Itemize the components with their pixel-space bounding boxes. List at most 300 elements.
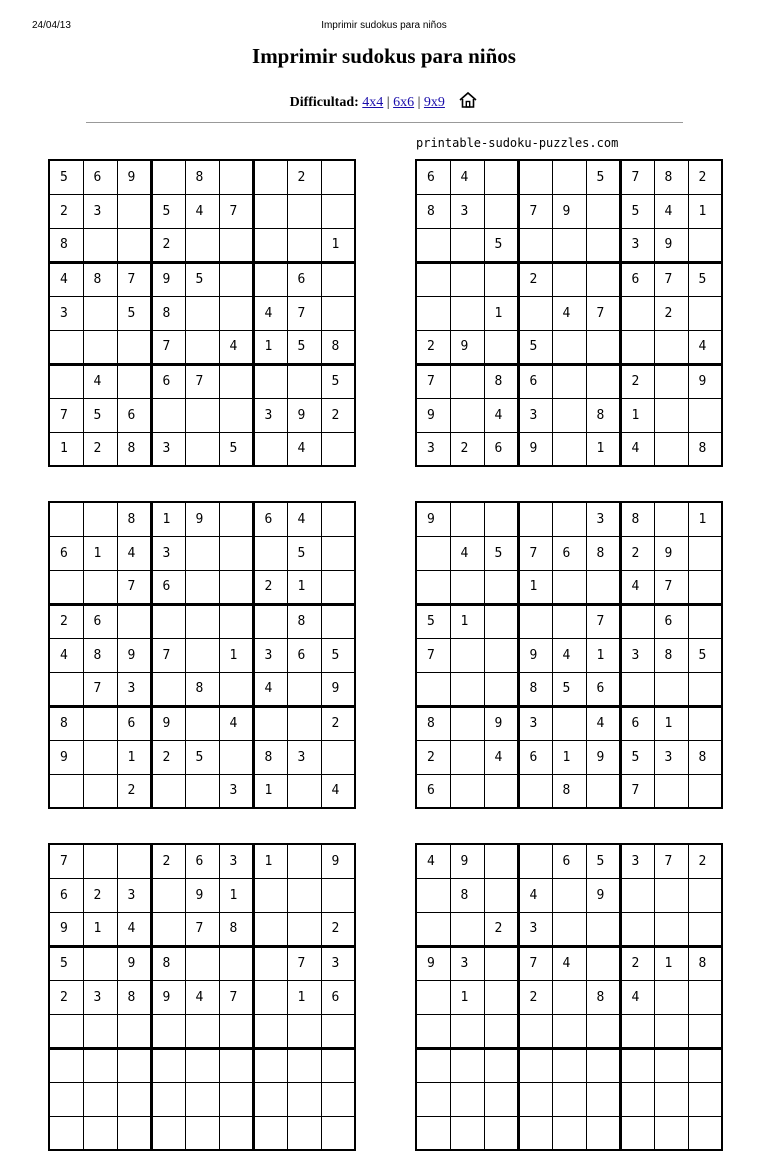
- grid-cell: [688, 604, 722, 638]
- grid-cell: 9: [654, 228, 688, 262]
- grid-cell: 6: [654, 604, 688, 638]
- grid-cell: 2: [83, 878, 117, 912]
- grid-cell: 5: [586, 160, 620, 194]
- grid-row: [49, 160, 355, 194]
- grid-cell: [586, 228, 620, 262]
- print-header-title: Imprimir sudokus para niños: [321, 20, 447, 31]
- grid-cell: 8: [49, 228, 83, 262]
- grid-cell: [253, 536, 287, 570]
- grid-cell: [83, 844, 117, 878]
- grid-cell: 5: [117, 296, 151, 330]
- grid-cell: 2: [151, 844, 185, 878]
- grid-cell: [518, 296, 552, 330]
- grid-cell: [117, 1014, 151, 1048]
- grid-cell: [185, 536, 219, 570]
- grid-cell: [552, 1014, 586, 1048]
- grid-cell: [416, 536, 450, 570]
- grid-cell: 6: [185, 844, 219, 878]
- grid-cell: 4: [586, 706, 620, 740]
- grid-cell: [151, 398, 185, 432]
- grid-cell: [688, 296, 722, 330]
- grid-cell: 9: [117, 160, 151, 194]
- grid-cell: 7: [49, 398, 83, 432]
- grid-cell: 5: [287, 536, 321, 570]
- sudoku-grid: [48, 159, 356, 467]
- grid-cell: 9: [688, 364, 722, 398]
- grid-cell: [484, 330, 518, 364]
- grid-row: [49, 262, 355, 296]
- grid-cell: [484, 844, 518, 878]
- grid-cell: [253, 980, 287, 1014]
- grid-cell: 1: [450, 980, 484, 1014]
- grid-row: [49, 570, 355, 604]
- grid-cell: 3: [450, 946, 484, 980]
- grid-row: [49, 296, 355, 330]
- grid-cell: 9: [518, 638, 552, 672]
- grid-cell: [185, 706, 219, 740]
- grid-cell: [83, 296, 117, 330]
- grid-cell: 2: [416, 740, 450, 774]
- grid-cell: 8: [620, 502, 654, 536]
- grid-cell: 4: [654, 194, 688, 228]
- grid-cell: 3: [117, 672, 151, 706]
- grid-cell: 6: [287, 638, 321, 672]
- grid-cell: 2: [518, 980, 552, 1014]
- grid-cell: [654, 672, 688, 706]
- grid-cell: [552, 878, 586, 912]
- grid-cell: [484, 1116, 518, 1150]
- sudoku-grid: [48, 843, 356, 1151]
- grid-cell: [552, 912, 586, 946]
- grid-cell: [253, 912, 287, 946]
- grid-row: [49, 1048, 355, 1082]
- grid-cell: 7: [185, 912, 219, 946]
- grid-cell: 8: [83, 262, 117, 296]
- grid-row: [416, 740, 722, 774]
- grid-cell: [484, 946, 518, 980]
- grid-cell: 9: [586, 878, 620, 912]
- grid-row: [416, 228, 722, 262]
- grid-cell: 7: [83, 672, 117, 706]
- grid-cell: 2: [518, 262, 552, 296]
- grid-cell: 7: [586, 604, 620, 638]
- grid-cell: [654, 432, 688, 466]
- grid-cell: [620, 878, 654, 912]
- grid-cell: 8: [518, 672, 552, 706]
- grid-row: [416, 706, 722, 740]
- grid-cell: 9: [49, 740, 83, 774]
- grid-cell: [552, 1116, 586, 1150]
- grid-cell: 2: [83, 432, 117, 466]
- link-9x9[interactable]: 9x9: [423, 95, 445, 110]
- grid-cell: 9: [552, 194, 586, 228]
- grid-cell: 8: [450, 878, 484, 912]
- grid-row: [416, 262, 722, 296]
- grid-cell: [518, 1082, 552, 1116]
- grid-row: [49, 706, 355, 740]
- grid-cell: [484, 878, 518, 912]
- difficulty-label: Difficultad:: [289, 95, 359, 110]
- grid-cell: 7: [49, 844, 83, 878]
- grid-cell: [253, 262, 287, 296]
- grid-cell: 1: [518, 570, 552, 604]
- grid-cell: [518, 844, 552, 878]
- grid-cell: 1: [450, 604, 484, 638]
- grid-cell: [586, 912, 620, 946]
- grid-cell: 4: [552, 296, 586, 330]
- grid-cell: 9: [450, 330, 484, 364]
- grid-cell: [219, 1048, 253, 1082]
- grid-cell: 2: [688, 844, 722, 878]
- grid-cell: [49, 774, 83, 808]
- grid-cell: 7: [654, 262, 688, 296]
- grid-cell: [552, 706, 586, 740]
- grid-cell: [49, 1116, 83, 1150]
- grid-cell: 5: [321, 638, 355, 672]
- home-icon[interactable]: [458, 91, 478, 109]
- grid-cell: [49, 364, 83, 398]
- grid-cell: [83, 740, 117, 774]
- grid-cell: 2: [416, 330, 450, 364]
- grid-cell: [321, 194, 355, 228]
- grid-cell: [219, 502, 253, 536]
- grid-cell: [151, 604, 185, 638]
- grid-cell: 8: [688, 946, 722, 980]
- grid-cell: 3: [450, 194, 484, 228]
- grid-cell: [83, 228, 117, 262]
- grid-cell: 9: [117, 638, 151, 672]
- grid-cell: 4: [287, 502, 321, 536]
- grid-cell: 4: [185, 980, 219, 1014]
- grid-cell: 6: [586, 672, 620, 706]
- grid-cell: [450, 296, 484, 330]
- grid-cell: [49, 570, 83, 604]
- grid-cell: 5: [49, 160, 83, 194]
- grid-cell: 8: [151, 296, 185, 330]
- grid-cell: [185, 330, 219, 364]
- grid-cell: 6: [552, 844, 586, 878]
- grid-cell: [287, 774, 321, 808]
- grid-cell: 5: [518, 330, 552, 364]
- grid-cell: 7: [654, 844, 688, 878]
- grid-cell: 6: [552, 536, 586, 570]
- grid-cell: [151, 1082, 185, 1116]
- grid-row: [49, 502, 355, 536]
- grid-cell: [518, 1116, 552, 1150]
- grid-cell: [253, 194, 287, 228]
- grid-cell: 6: [83, 604, 117, 638]
- grid-cell: 2: [321, 706, 355, 740]
- grid-row: [416, 330, 722, 364]
- grid-cell: 8: [117, 980, 151, 1014]
- grid-cell: 4: [185, 194, 219, 228]
- grid-row: [49, 878, 355, 912]
- grid-cell: 4: [287, 432, 321, 466]
- grid-cell: 7: [219, 980, 253, 1014]
- grid-cell: 2: [253, 570, 287, 604]
- grid-cell: [688, 228, 722, 262]
- grid-cell: 5: [484, 536, 518, 570]
- grid-cell: 3: [253, 398, 287, 432]
- grid-row: [416, 364, 722, 398]
- grid-cell: [151, 1014, 185, 1048]
- grid-cell: [484, 570, 518, 604]
- grid-cell: [518, 1048, 552, 1082]
- grid-cell: 2: [620, 946, 654, 980]
- grid-cell: [688, 536, 722, 570]
- grid-cell: [518, 228, 552, 262]
- grid-cell: 7: [518, 194, 552, 228]
- grid-cell: 6: [416, 160, 450, 194]
- grid-cell: [287, 672, 321, 706]
- grid-cell: [654, 364, 688, 398]
- grid-cell: 2: [151, 740, 185, 774]
- grid-cell: [83, 1116, 117, 1150]
- grid-cell: 5: [321, 364, 355, 398]
- grid-cell: [586, 1014, 620, 1048]
- grid-cell: [219, 672, 253, 706]
- grid-cell: 4: [518, 878, 552, 912]
- grid-cell: 4: [117, 536, 151, 570]
- grid-cell: 6: [416, 774, 450, 808]
- grid-cell: [552, 604, 586, 638]
- grid-cell: 9: [416, 398, 450, 432]
- grid-cell: [151, 878, 185, 912]
- grid-cell: [654, 330, 688, 364]
- grid-cell: 6: [83, 160, 117, 194]
- grid-cell: [185, 774, 219, 808]
- grid-cell: [151, 1116, 185, 1150]
- grid-cell: 4: [253, 672, 287, 706]
- grid-cell: 7: [620, 774, 654, 808]
- grid-cell: [688, 878, 722, 912]
- grid-cell: [219, 1116, 253, 1150]
- grid-cell: 6: [49, 878, 83, 912]
- grid-cell: [552, 330, 586, 364]
- grid-cell: [151, 672, 185, 706]
- grid-cell: [253, 1048, 287, 1082]
- grid-row: [416, 536, 722, 570]
- grid-cell: [321, 536, 355, 570]
- grid-cell: [518, 604, 552, 638]
- grid-row: [416, 912, 722, 946]
- grid-cell: [586, 194, 620, 228]
- grid-cell: 4: [450, 536, 484, 570]
- grid-cell: 1: [321, 228, 355, 262]
- grid-cell: [253, 1116, 287, 1150]
- grid-cell: 5: [620, 194, 654, 228]
- grid-cell: [518, 160, 552, 194]
- grid-cell: 3: [219, 844, 253, 878]
- grid-row: [49, 1116, 355, 1150]
- grid-cell: [688, 706, 722, 740]
- grid-cell: [253, 1082, 287, 1116]
- grid-cell: 4: [219, 330, 253, 364]
- grid-cell: [654, 1014, 688, 1048]
- grid-cell: 2: [49, 980, 83, 1014]
- grid-cell: 7: [654, 570, 688, 604]
- grid-cell: 4: [117, 912, 151, 946]
- grid-cell: [552, 980, 586, 1014]
- grid-cell: [321, 262, 355, 296]
- grid-cell: 4: [620, 570, 654, 604]
- grid-cell: [688, 774, 722, 808]
- grid-cell: 9: [151, 980, 185, 1014]
- grid-cell: 2: [654, 296, 688, 330]
- grid-row: [416, 1048, 722, 1082]
- grid-cell: [620, 330, 654, 364]
- grid-cell: 8: [688, 432, 722, 466]
- grid-cell: [253, 364, 287, 398]
- grid-cell: 8: [49, 706, 83, 740]
- grid-cell: [450, 398, 484, 432]
- grid-cell: 5: [620, 740, 654, 774]
- grid-cell: [219, 262, 253, 296]
- grid-cell: 8: [185, 160, 219, 194]
- print-date: 24/04/13: [32, 20, 71, 31]
- grid-cell: 4: [552, 946, 586, 980]
- grid-cell: 3: [518, 706, 552, 740]
- divider: [86, 122, 683, 123]
- grid-cell: [416, 262, 450, 296]
- grid-cell: [253, 1014, 287, 1048]
- grid-cell: 7: [416, 364, 450, 398]
- grid-cell: [654, 878, 688, 912]
- site-url: printable-sudoku-puzzles.com: [416, 136, 619, 150]
- grid-cell: 9: [321, 844, 355, 878]
- grid-row: [416, 672, 722, 706]
- grid-cell: 5: [416, 604, 450, 638]
- grid-row: [416, 638, 722, 672]
- grid-cell: [688, 1014, 722, 1048]
- grid-cell: [185, 398, 219, 432]
- link-4x4[interactable]: 4x4: [362, 95, 384, 110]
- grid-cell: 9: [654, 536, 688, 570]
- grid-cell: [321, 1082, 355, 1116]
- grid-cell: 7: [287, 946, 321, 980]
- grid-cell: 1: [83, 912, 117, 946]
- grid-cell: 2: [321, 912, 355, 946]
- grid-cell: [185, 228, 219, 262]
- grid-cell: 3: [49, 296, 83, 330]
- grid-cell: 3: [416, 432, 450, 466]
- grid-cell: [151, 160, 185, 194]
- grid-cell: 8: [321, 330, 355, 364]
- grid-cell: 2: [117, 774, 151, 808]
- grid-cell: [586, 364, 620, 398]
- grid-cell: 3: [151, 432, 185, 466]
- grid-cell: [688, 672, 722, 706]
- grid-row: [49, 1082, 355, 1116]
- grid-row: [416, 398, 722, 432]
- grid-cell: 3: [321, 946, 355, 980]
- grid-cell: [83, 774, 117, 808]
- grid-cell: [416, 1082, 450, 1116]
- grid-cell: [253, 878, 287, 912]
- grid-cell: [620, 912, 654, 946]
- grid-cell: [219, 1082, 253, 1116]
- grid-cell: 6: [151, 364, 185, 398]
- grid-cell: 4: [49, 262, 83, 296]
- grid-cell: [654, 502, 688, 536]
- grid-cell: [450, 774, 484, 808]
- grid-cell: [117, 844, 151, 878]
- grid-cell: 6: [253, 502, 287, 536]
- grid-cell: 4: [620, 432, 654, 466]
- grid-row: [49, 1014, 355, 1048]
- grid-cell: [586, 330, 620, 364]
- grid-cell: 6: [321, 980, 355, 1014]
- grid-cell: [83, 1048, 117, 1082]
- grid-cell: 1: [552, 740, 586, 774]
- grid-cell: [117, 1082, 151, 1116]
- grid-row: [49, 844, 355, 878]
- separator: |: [386, 95, 390, 110]
- grid-cell: 9: [416, 946, 450, 980]
- grid-row: [49, 740, 355, 774]
- grid-cell: 6: [484, 432, 518, 466]
- grid-row: [49, 228, 355, 262]
- grid-cell: 3: [620, 638, 654, 672]
- link-6x6[interactable]: 6x6: [393, 95, 415, 110]
- grid-cell: [586, 262, 620, 296]
- grid-cell: 4: [416, 844, 450, 878]
- grid-cell: 8: [654, 160, 688, 194]
- grid-cell: [83, 706, 117, 740]
- grid-cell: 1: [586, 638, 620, 672]
- grid-cell: [321, 740, 355, 774]
- grid-cell: 7: [287, 296, 321, 330]
- grid-cell: 4: [450, 160, 484, 194]
- grid-cell: [688, 570, 722, 604]
- grid-cell: [654, 1116, 688, 1150]
- grid-cell: [416, 912, 450, 946]
- grid-cell: 5: [586, 844, 620, 878]
- grid-cell: 2: [620, 536, 654, 570]
- grid-cell: [83, 330, 117, 364]
- grid-cell: [484, 604, 518, 638]
- grid-cell: 9: [151, 262, 185, 296]
- grid-cell: 1: [287, 980, 321, 1014]
- grid-cell: [620, 604, 654, 638]
- grid-cell: 3: [83, 194, 117, 228]
- grid-cell: [287, 912, 321, 946]
- grid-row: [416, 296, 722, 330]
- grid-cell: [49, 502, 83, 536]
- grid-cell: 1: [83, 536, 117, 570]
- grid-cell: [185, 946, 219, 980]
- grid-cell: [586, 1116, 620, 1150]
- grid-cell: 2: [620, 364, 654, 398]
- sudoku-grid: [415, 159, 723, 467]
- grid-cell: [450, 570, 484, 604]
- grid-cell: 3: [151, 536, 185, 570]
- grid-cell: [620, 1048, 654, 1082]
- grid-cell: 7: [185, 364, 219, 398]
- grid-row: [416, 1014, 722, 1048]
- grid-cell: 2: [287, 160, 321, 194]
- grid-cell: 4: [321, 774, 355, 808]
- grid-cell: [416, 228, 450, 262]
- grid-cell: 8: [552, 774, 586, 808]
- grid-cell: [287, 878, 321, 912]
- grid-row: [49, 536, 355, 570]
- grid-cell: [450, 364, 484, 398]
- grid-cell: [416, 1014, 450, 1048]
- grid-cell: 5: [185, 740, 219, 774]
- grid-row: [49, 638, 355, 672]
- grid-cell: [117, 330, 151, 364]
